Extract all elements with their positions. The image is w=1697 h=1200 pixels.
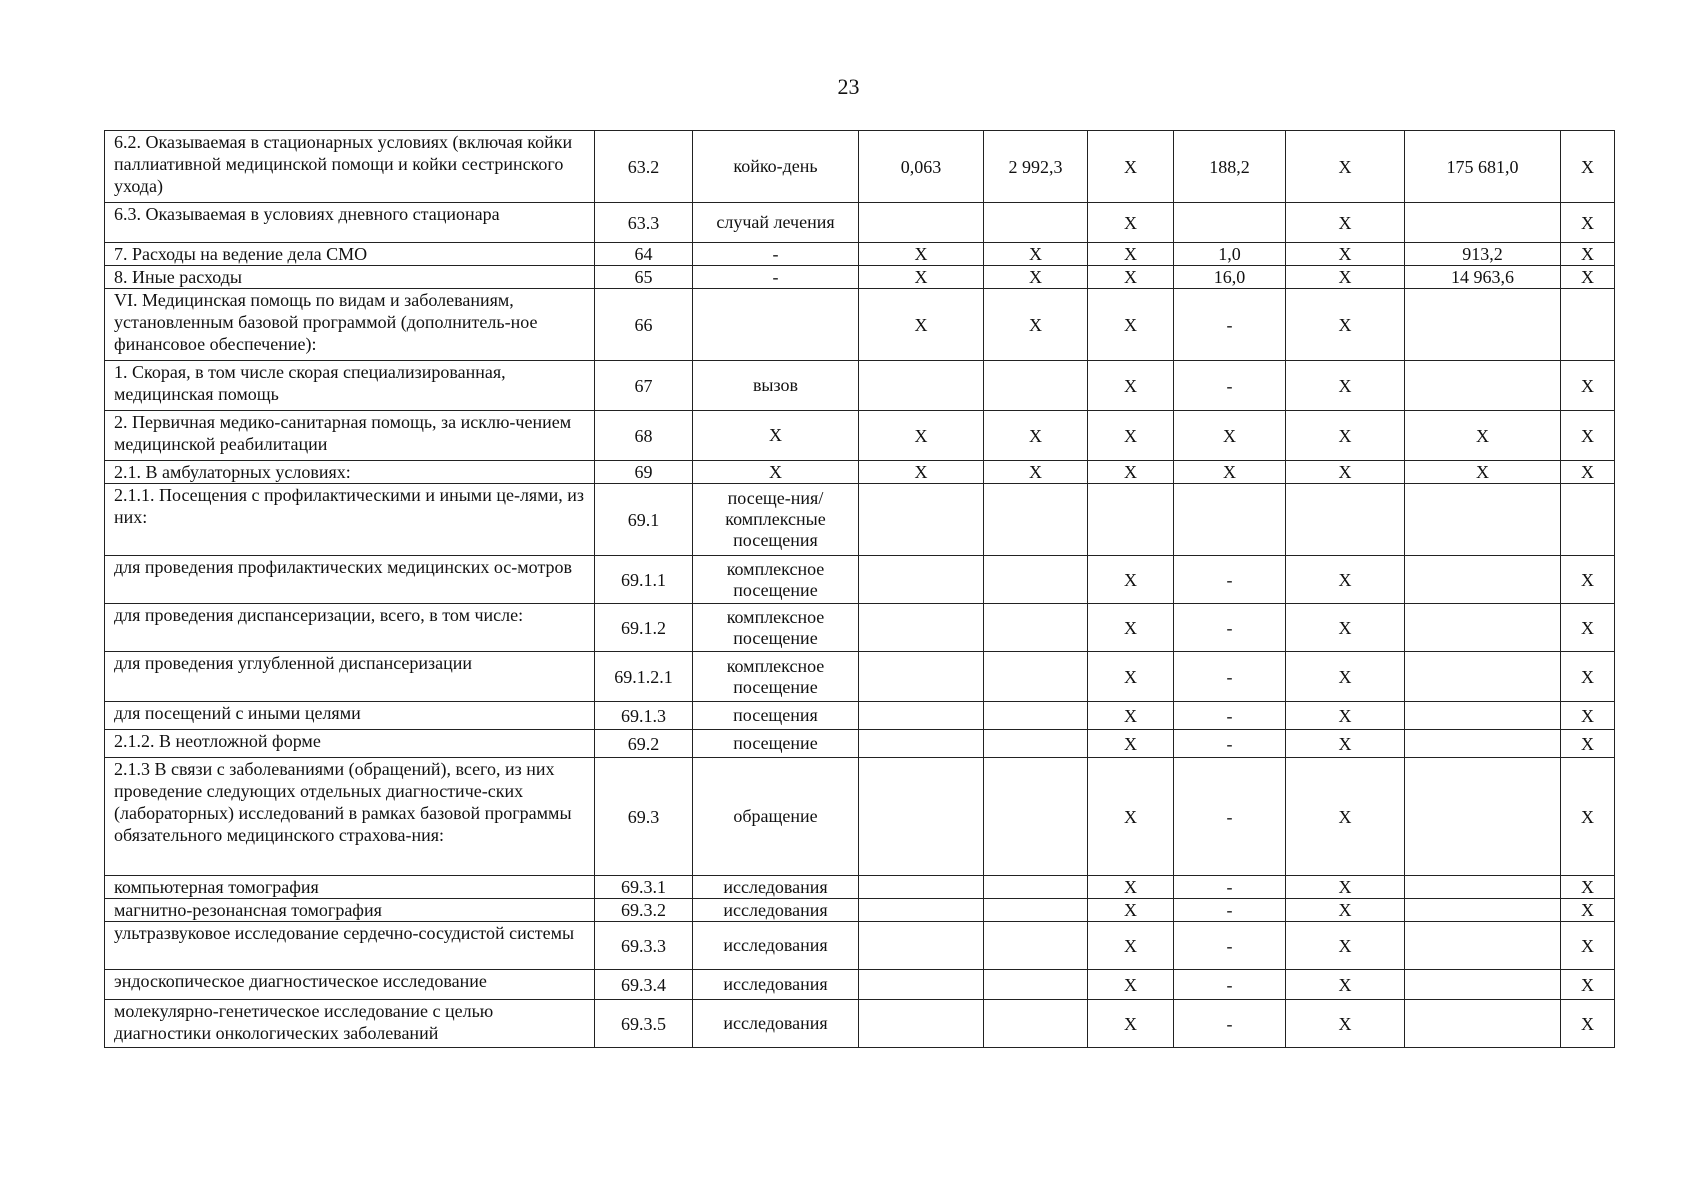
- row-unit: исследования: [693, 970, 859, 1000]
- col-5-cell: [984, 922, 1088, 970]
- col-10-cell: X: [1561, 876, 1615, 899]
- col-6-cell: X: [1088, 461, 1174, 484]
- col-9-cell: [1405, 922, 1561, 970]
- col-8-cell: X: [1286, 922, 1405, 970]
- row-code: 67: [595, 361, 693, 411]
- col-8-cell: X: [1286, 461, 1405, 484]
- col-7-cell: X: [1174, 461, 1286, 484]
- row-name: 6.3. Оказываемая в условиях дневного стационара: [105, 203, 595, 243]
- col-10-cell: X: [1561, 1000, 1615, 1048]
- col-7-cell: -: [1174, 702, 1286, 730]
- col-8-cell: X: [1286, 604, 1405, 652]
- col-8-cell: X: [1286, 556, 1405, 604]
- col-8-cell: X: [1286, 730, 1405, 758]
- table-row: [105, 652, 1615, 702]
- row-code: 69.3.4: [595, 970, 693, 1000]
- col-9-cell: [1405, 702, 1561, 730]
- col-10-cell: X: [1561, 922, 1615, 970]
- col-6-cell: X: [1088, 361, 1174, 411]
- col-6-cell: X: [1088, 289, 1174, 361]
- col-7-cell: 16,0: [1174, 266, 1286, 289]
- col-6-cell: X: [1088, 556, 1174, 604]
- col-10-cell: X: [1561, 411, 1615, 461]
- col-4-cell: [859, 484, 984, 556]
- col-8-cell: X: [1286, 702, 1405, 730]
- row-unit: комплексное посещение: [693, 652, 859, 702]
- col-5-cell: 2 992,3: [984, 131, 1088, 203]
- col-7-cell: -: [1174, 361, 1286, 411]
- table-row: [105, 730, 1615, 758]
- col-4-cell: [859, 652, 984, 702]
- col-10-cell: X: [1561, 652, 1615, 702]
- row-code: 69.3.1: [595, 876, 693, 899]
- col-9-cell: [1405, 203, 1561, 243]
- table-row: [105, 243, 1615, 266]
- table-row: [105, 758, 1615, 876]
- row-unit: X: [693, 461, 859, 484]
- row-code: 68: [595, 411, 693, 461]
- col-7-cell: -: [1174, 652, 1286, 702]
- col-9-cell: [1405, 604, 1561, 652]
- col-9-cell: X: [1405, 461, 1561, 484]
- row-unit: -: [693, 266, 859, 289]
- col-6-cell: X: [1088, 922, 1174, 970]
- page-number: 23: [837, 74, 860, 99]
- table-row: [105, 556, 1615, 604]
- table-row: [105, 899, 1615, 922]
- row-code: 63.3: [595, 203, 693, 243]
- col-5-cell: [984, 652, 1088, 702]
- row-name: VI. Медицинская помощь по видам и заболеваниям, установленным базовой программой (дополнитель-ное финансовое обеспечение):: [105, 289, 595, 361]
- row-unit: исследования: [693, 876, 859, 899]
- col-7-cell: -: [1174, 922, 1286, 970]
- col-9-cell: [1405, 1000, 1561, 1048]
- row-name: молекулярно-генетическое исследование с целью диагностики онкологических заболеваний: [105, 1000, 595, 1048]
- col-5-cell: [984, 203, 1088, 243]
- col-5-cell: [984, 899, 1088, 922]
- table-row: [105, 361, 1615, 411]
- col-10-cell: X: [1561, 131, 1615, 203]
- row-code: 69: [595, 461, 693, 484]
- col-7-cell: [1174, 203, 1286, 243]
- col-5-cell: X: [984, 411, 1088, 461]
- col-8-cell: X: [1286, 289, 1405, 361]
- col-8-cell: X: [1286, 1000, 1405, 1048]
- col-4-cell: [859, 702, 984, 730]
- table-body: [105, 131, 1615, 1048]
- col-6-cell: X: [1088, 131, 1174, 203]
- table-row: [105, 604, 1615, 652]
- col-9-cell: [1405, 730, 1561, 758]
- row-unit: случай лечения: [693, 203, 859, 243]
- row-unit: посеще-ния/комплексные посещения: [693, 484, 859, 556]
- col-4-cell: X: [859, 243, 984, 266]
- col-7-cell: [1174, 484, 1286, 556]
- col-8-cell: X: [1286, 131, 1405, 203]
- row-unit: комплексное посещение: [693, 556, 859, 604]
- row-unit: [693, 289, 859, 361]
- table-row: [105, 970, 1615, 1000]
- row-unit: посещения: [693, 702, 859, 730]
- col-4-cell: X: [859, 266, 984, 289]
- row-unit: исследования: [693, 922, 859, 970]
- row-code: 69.1: [595, 484, 693, 556]
- col-8-cell: X: [1286, 876, 1405, 899]
- table-row: [105, 131, 1615, 203]
- col-4-cell: [859, 758, 984, 876]
- col-7-cell: -: [1174, 556, 1286, 604]
- row-code: 69.1.2.1: [595, 652, 693, 702]
- col-7-cell: -: [1174, 604, 1286, 652]
- row-name: для проведения углубленной диспансеризации: [105, 652, 595, 702]
- col-9-cell: X: [1405, 411, 1561, 461]
- col-5-cell: X: [984, 461, 1088, 484]
- col-7-cell: -: [1174, 970, 1286, 1000]
- row-unit: обращение: [693, 758, 859, 876]
- col-10-cell: [1561, 289, 1615, 361]
- row-name: для посещений с иными целями: [105, 702, 595, 730]
- col-9-cell: [1405, 484, 1561, 556]
- col-5-cell: X: [984, 266, 1088, 289]
- col-9-cell: [1405, 289, 1561, 361]
- col-6-cell: X: [1088, 899, 1174, 922]
- col-4-cell: [859, 970, 984, 1000]
- row-name: 7. Расходы на ведение дела СМО: [105, 243, 595, 266]
- col-9-cell: 913,2: [1405, 243, 1561, 266]
- col-5-cell: [984, 730, 1088, 758]
- col-6-cell: X: [1088, 266, 1174, 289]
- row-name: компьютерная томография: [105, 876, 595, 899]
- col-5-cell: X: [984, 289, 1088, 361]
- col-8-cell: X: [1286, 758, 1405, 876]
- row-name: ультразвуковое исследование сердечно-сосудистой системы: [105, 922, 595, 970]
- col-5-cell: [984, 484, 1088, 556]
- col-10-cell: X: [1561, 266, 1615, 289]
- col-6-cell: X: [1088, 604, 1174, 652]
- col-8-cell: X: [1286, 970, 1405, 1000]
- table-row: [105, 203, 1615, 243]
- col-10-cell: X: [1561, 899, 1615, 922]
- col-5-cell: [984, 758, 1088, 876]
- table-row: [105, 266, 1615, 289]
- col-8-cell: X: [1286, 243, 1405, 266]
- table-row: [105, 461, 1615, 484]
- col-5-cell: [984, 1000, 1088, 1048]
- row-code: 64: [595, 243, 693, 266]
- col-4-cell: [859, 361, 984, 411]
- financing-table: [104, 130, 1615, 1048]
- row-unit: -: [693, 243, 859, 266]
- col-9-cell: 175 681,0: [1405, 131, 1561, 203]
- row-code: 69.1.3: [595, 702, 693, 730]
- row-unit: исследования: [693, 1000, 859, 1048]
- table-row: [105, 1000, 1615, 1048]
- col-4-cell: [859, 604, 984, 652]
- col-7-cell: -: [1174, 1000, 1286, 1048]
- col-7-cell: 1,0: [1174, 243, 1286, 266]
- col-4-cell: [859, 556, 984, 604]
- col-5-cell: [984, 876, 1088, 899]
- col-8-cell: X: [1286, 652, 1405, 702]
- table-row: [105, 702, 1615, 730]
- col-4-cell: X: [859, 461, 984, 484]
- table-row: [105, 922, 1615, 970]
- row-unit: комплексное посещение: [693, 604, 859, 652]
- col-4-cell: [859, 922, 984, 970]
- col-10-cell: X: [1561, 604, 1615, 652]
- row-name: 2.1.2. В неотложной форме: [105, 730, 595, 758]
- table-row: [105, 484, 1615, 556]
- col-6-cell: X: [1088, 758, 1174, 876]
- row-code: 65: [595, 266, 693, 289]
- col-6-cell: X: [1088, 970, 1174, 1000]
- row-code: 63.2: [595, 131, 693, 203]
- table-row: [105, 289, 1615, 361]
- col-9-cell: [1405, 556, 1561, 604]
- col-5-cell: [984, 970, 1088, 1000]
- col-8-cell: [1286, 484, 1405, 556]
- row-code: 69.3: [595, 758, 693, 876]
- col-6-cell: X: [1088, 243, 1174, 266]
- row-name: магнитно-резонансная томография: [105, 899, 595, 922]
- col-4-cell: 0,063: [859, 131, 984, 203]
- col-5-cell: [984, 361, 1088, 411]
- row-name: 2. Первичная медико-санитарная помощь, за исклю-чением медицинской реабилитации: [105, 411, 595, 461]
- table-row: [105, 876, 1615, 899]
- col-8-cell: X: [1286, 411, 1405, 461]
- col-7-cell: -: [1174, 876, 1286, 899]
- col-9-cell: [1405, 652, 1561, 702]
- col-9-cell: 14 963,6: [1405, 266, 1561, 289]
- row-unit: исследования: [693, 899, 859, 922]
- col-4-cell: [859, 876, 984, 899]
- col-6-cell: X: [1088, 730, 1174, 758]
- row-name: 2.1. В амбулаторных условиях:: [105, 461, 595, 484]
- col-4-cell: [859, 203, 984, 243]
- row-code: 69.3.5: [595, 1000, 693, 1048]
- col-8-cell: X: [1286, 361, 1405, 411]
- row-code: 69.1.1: [595, 556, 693, 604]
- col-9-cell: [1405, 970, 1561, 1000]
- col-10-cell: X: [1561, 758, 1615, 876]
- col-10-cell: X: [1561, 361, 1615, 411]
- col-4-cell: X: [859, 411, 984, 461]
- col-9-cell: [1405, 876, 1561, 899]
- col-4-cell: [859, 1000, 984, 1048]
- table-row: [105, 411, 1615, 461]
- row-name: 6.2. Оказываемая в стационарных условиях (включая койки паллиативной медицинской помощи и койки сестринского ухода): [105, 131, 595, 203]
- col-6-cell: [1088, 484, 1174, 556]
- col-10-cell: X: [1561, 702, 1615, 730]
- row-name: 1. Скорая, в том числе скорая специализированная, медицинская помощь: [105, 361, 595, 411]
- col-8-cell: X: [1286, 266, 1405, 289]
- col-7-cell: -: [1174, 730, 1286, 758]
- col-6-cell: X: [1088, 1000, 1174, 1048]
- col-7-cell: 188,2: [1174, 131, 1286, 203]
- col-5-cell: X: [984, 243, 1088, 266]
- col-6-cell: X: [1088, 411, 1174, 461]
- col-4-cell: [859, 899, 984, 922]
- col-9-cell: [1405, 361, 1561, 411]
- row-code: 69.3.2: [595, 899, 693, 922]
- col-4-cell: [859, 730, 984, 758]
- row-code: 69.1.2: [595, 604, 693, 652]
- col-10-cell: X: [1561, 203, 1615, 243]
- col-8-cell: X: [1286, 899, 1405, 922]
- row-name: для проведения диспансеризации, всего, в том числе:: [105, 604, 595, 652]
- row-unit: посещение: [693, 730, 859, 758]
- col-5-cell: [984, 604, 1088, 652]
- col-10-cell: X: [1561, 970, 1615, 1000]
- col-10-cell: [1561, 484, 1615, 556]
- col-5-cell: [984, 556, 1088, 604]
- row-code: 69.2: [595, 730, 693, 758]
- col-7-cell: -: [1174, 758, 1286, 876]
- col-10-cell: X: [1561, 556, 1615, 604]
- row-unit: вызов: [693, 361, 859, 411]
- col-6-cell: X: [1088, 203, 1174, 243]
- row-name: 2.1.1. Посещения с профилактическими и иными це-лями, из них:: [105, 484, 595, 556]
- col-10-cell: X: [1561, 461, 1615, 484]
- col-5-cell: [984, 702, 1088, 730]
- col-6-cell: X: [1088, 702, 1174, 730]
- row-name: эндоскопическое диагностическое исследование: [105, 970, 595, 1000]
- col-8-cell: X: [1286, 203, 1405, 243]
- col-7-cell: X: [1174, 411, 1286, 461]
- row-name: 8. Иные расходы: [105, 266, 595, 289]
- col-6-cell: X: [1088, 652, 1174, 702]
- col-4-cell: X: [859, 289, 984, 361]
- col-7-cell: -: [1174, 289, 1286, 361]
- row-unit: койко-день: [693, 131, 859, 203]
- col-10-cell: X: [1561, 730, 1615, 758]
- row-name: 2.1.3 В связи с заболеваниями (обращений), всего, из них проведение следующих отдельных диагностиче-ских (лабораторных) исследований в рамках базовой программы обязательного медицинского страхова-ния:: [105, 758, 595, 876]
- col-7-cell: -: [1174, 899, 1286, 922]
- row-unit: X: [693, 411, 859, 461]
- col-6-cell: X: [1088, 876, 1174, 899]
- col-9-cell: [1405, 758, 1561, 876]
- row-name: для проведения профилактических медицинских ос-мотров: [105, 556, 595, 604]
- row-code: 69.3.3: [595, 922, 693, 970]
- col-10-cell: X: [1561, 243, 1615, 266]
- col-9-cell: [1405, 899, 1561, 922]
- row-code: 66: [595, 289, 693, 361]
